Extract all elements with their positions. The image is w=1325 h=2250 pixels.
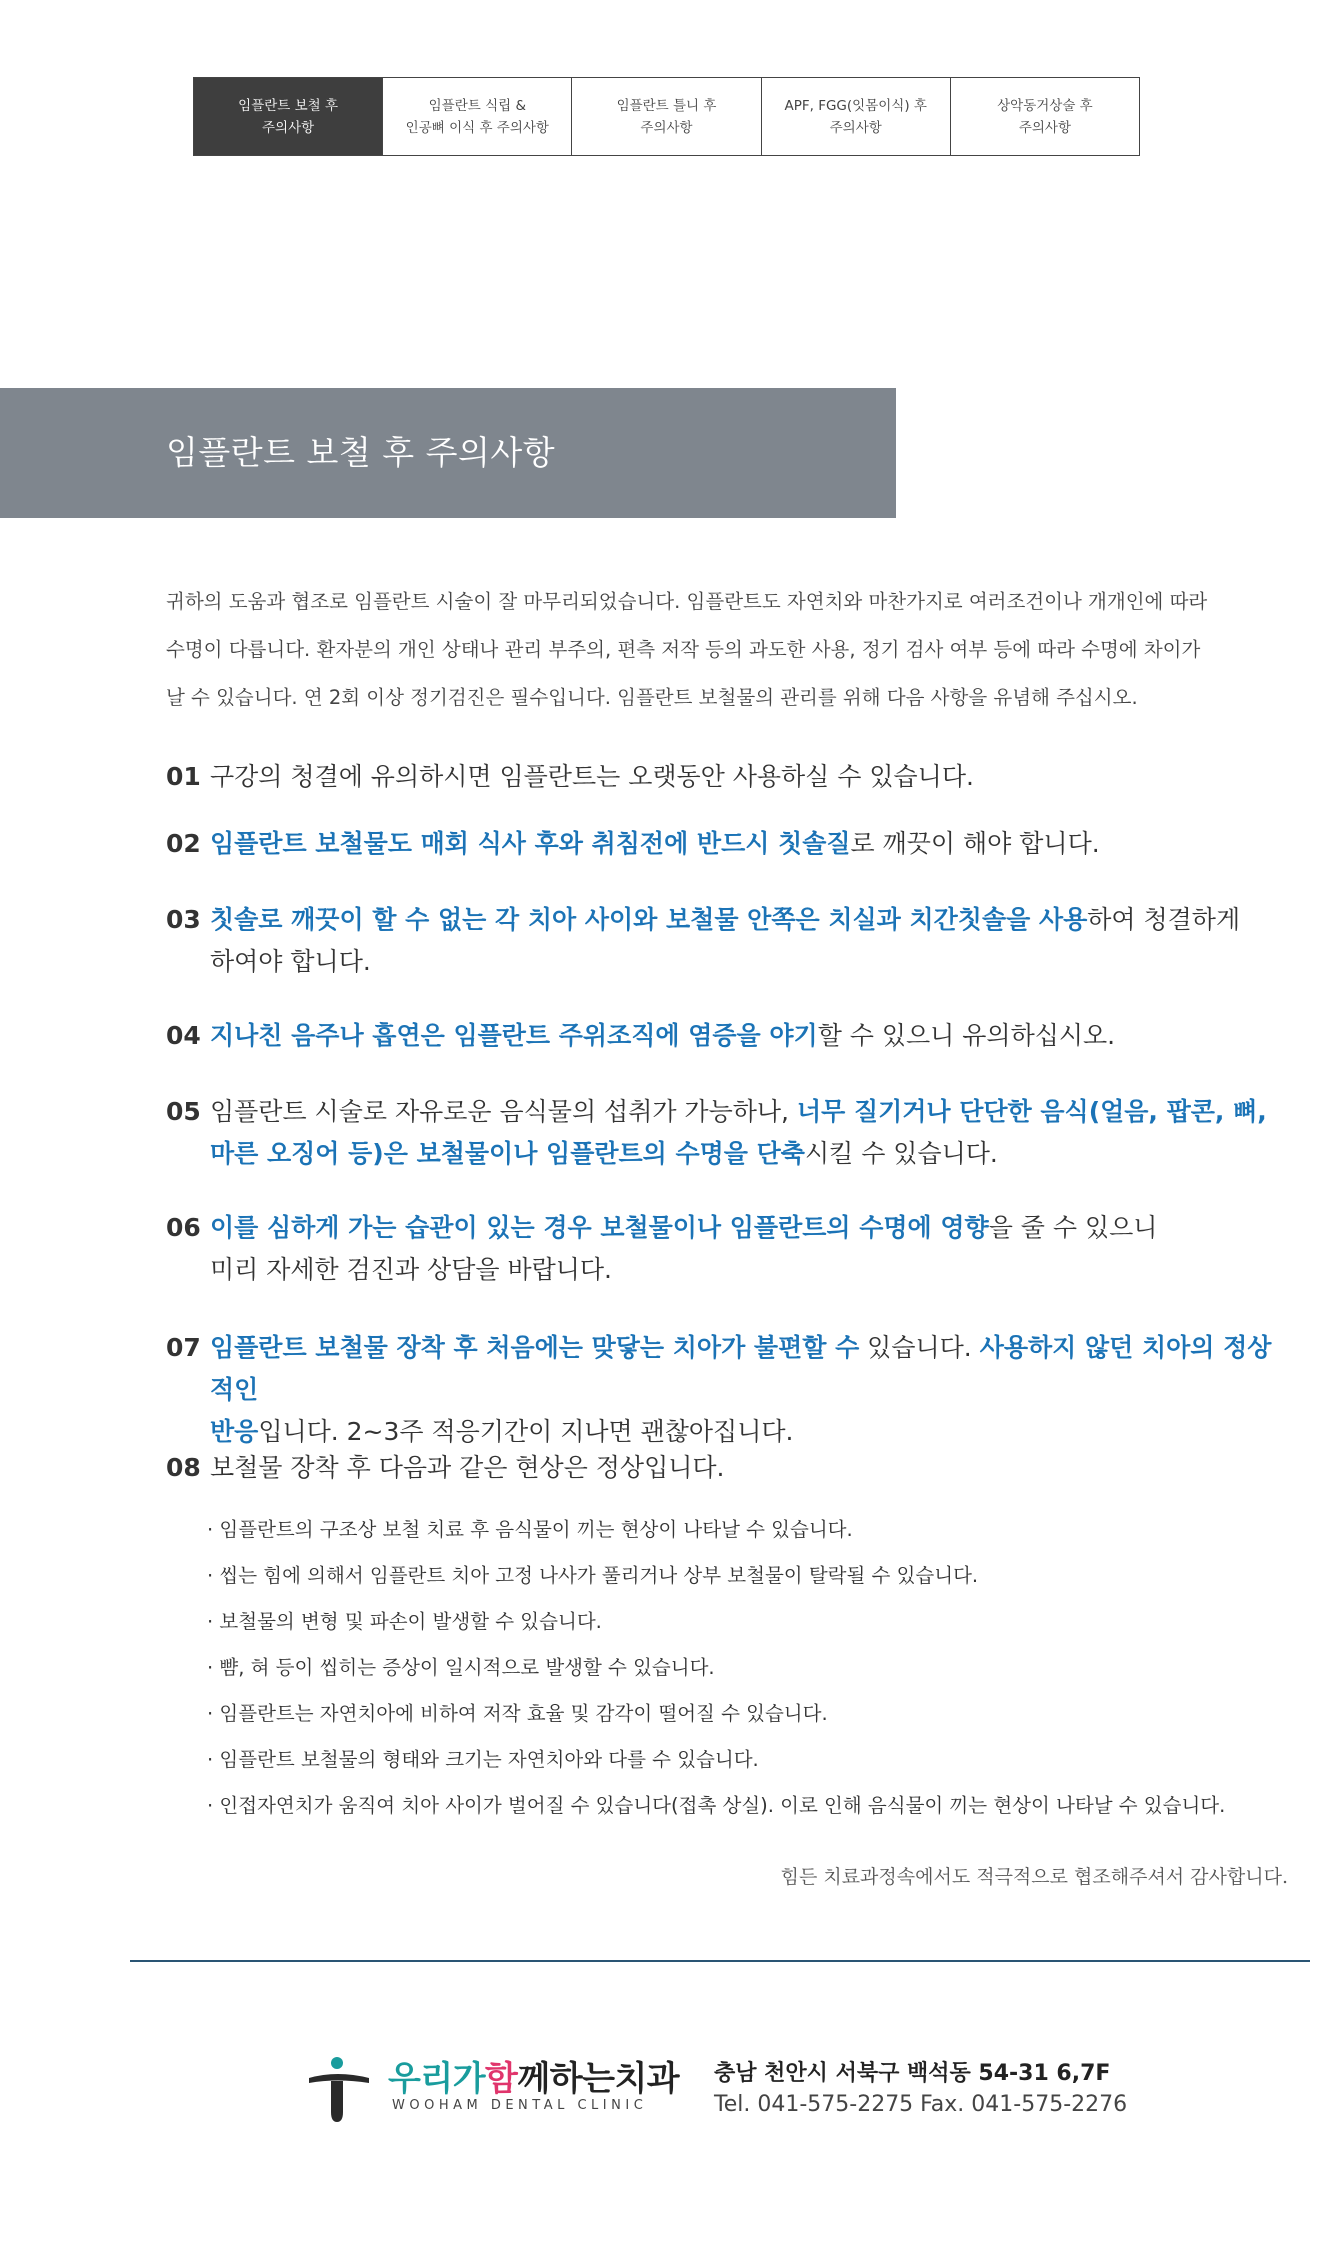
item-number: 07 [166,1333,201,1362]
tab-label-line2: 주의사항 [640,119,693,136]
clinic-name-part: 함 [485,2059,518,2099]
item-text: 을 줄 수 있으니 [988,1213,1158,1242]
list-item [166,756,1286,798]
item-text: 있습니다. [859,1333,980,1362]
bullet-item: · 씹는 힘에 의해서 임플란트 치아 고정 나사가 풀리거나 상부 보철물이 탈락될 수 있습니다. [207,1564,979,1587]
item-text: 미리 자세한 검진과 상담을 바랍니다. [210,1255,612,1284]
item-text: 입니다. 2~3주 적응기간이 지나면 괜찮아집니다. [258,1417,794,1446]
item-text: 임플란트 시술로 자유로운 음식물의 섭취가 가능하나, [210,1097,797,1126]
tab-label-line2: 주의사항 [1018,119,1071,136]
tab-apf-fgg-precautions[interactable] [761,78,950,155]
intro-line: 날 수 있습니다. 연 2회 이상 정기검진은 필수입니다. 임플란트 보철물의 관리를 위해 다음 사항을 유념해 주십시오. [166,686,1138,709]
normal-symptoms-list [207,1507,1307,1829]
item-highlight: 지나친 음주나 흡연은 임플란트 주위조직에 염증을 야기 [210,1021,818,1050]
list-item [166,1091,1286,1175]
item-highlight: 칫솔로 깨끗이 할 수 없는 각 치아 사이와 보철물 안쪽은 치실과 치간칫솔을 사용 [210,905,1088,934]
divider [130,1960,1310,1962]
tab-label-line2: 주의사항 [262,119,315,136]
item-text: 구강의 청결에 유의하시면 임플란트는 오랫동안 사용하실 수 있습니다. [210,762,974,791]
tab-prosthesis-precautions[interactable] [194,78,382,155]
tab-label-line1: 임플란트 식립 & [428,97,526,114]
list-item [166,1207,1286,1291]
tab-implant-bone-graft-precautions[interactable] [382,78,571,155]
clinic-logo-icon [307,2056,377,2126]
clinic-name-part: 우리가 [388,2059,486,2099]
tab-label-line2: 인공뼈 이식 후 주의사항 [405,119,549,136]
clinic-contact: Tel. 041-575-2275 Fax. 041-575-2276 [714,2092,1128,2117]
clinic-name [388,2051,679,2100]
clinic-name-part: 께하는치과 [517,2059,680,2099]
title-band [0,388,896,518]
item-highlight: 반응 [210,1417,259,1446]
clinic-address: 충남 천안시 서북구 백석동 54-31 6,7F [714,2061,1111,2086]
item-highlight: 임플란트 보철물 장착 후 처음에는 맞닿는 치아가 불편할 수 [210,1333,860,1362]
tab-label-line1: 임플란트 보철 후 [238,97,339,114]
tab-sinus-lift-precautions[interactable] [950,78,1139,155]
item-number: 02 [166,829,201,858]
intro-paragraph [166,578,1286,722]
item-number: 04 [166,1021,201,1050]
item-number: 06 [166,1213,201,1242]
item-highlight: 이를 심하게 가는 습관이 있는 경우 보철물이나 임플란트의 수명에 영향 [210,1213,989,1242]
item-highlight: 마른 오징어 등)은 보철물이나 임플란트의 수명을 단축 [210,1139,805,1168]
tab-label-line1: 임플란트 틀니 후 [616,97,717,114]
tab-implant-denture-precautions[interactable] [571,78,760,155]
tab-label-line2: 주의사항 [829,119,882,136]
tab-bar [193,77,1140,156]
list-item [166,899,1286,983]
intro-line: 수명이 다릅니다. 환자분의 개인 상태나 관리 부주의, 편측 저작 등의 과도한 사용, 정기 검사 여부 등에 따라 수명에 차이가 [166,638,1201,661]
item-text: 할 수 있으니 유의하십시오. [817,1021,1116,1050]
intro-line: 귀하의 도움과 협조로 임플란트 시술이 잘 마무리되었습니다. 임플란트도 자연치와 마찬가지로 여러조건이나 개개인에 따라 [166,590,1208,613]
page-title: 임플란트 보철 후 주의사항 [166,433,556,472]
item-text: 하여야 합니다. [210,947,371,976]
item-highlight: 사용하지 않던 치아의 정상적인 [210,1333,1272,1404]
item-text: 시킬 수 있습니다. [804,1139,998,1168]
tab-label-line1: 상악동거상술 후 [997,97,1093,114]
item-number: 05 [166,1097,201,1126]
item-text: 보철물 장착 후 다음과 같은 현상은 정상입니다. [210,1453,725,1482]
bullet-item: · 임플란트의 구조상 보철 치료 후 음식물이 끼는 현상이 나타날 수 있습니다. [207,1518,853,1541]
item-highlight: 너무 질기거나 단단한 음식(얼음, 팝콘, 뼈, [796,1097,1267,1126]
item-text: 로 깨끗이 해야 합니다. [850,829,1100,858]
bullet-item: · 임플란트 보철물의 형태와 크기는 자연치아와 다를 수 있습니다. [207,1748,759,1771]
closing-message: 힘든 치료과정속에서도 적극적으로 협조해주셔서 감사합니다. [780,1866,1288,1888]
list-item [166,1327,1286,1453]
bullet-item: · 보철물의 변형 및 파손이 발생할 수 있습니다. [207,1610,602,1633]
item-number: 08 [166,1453,201,1482]
clinic-name-en: WOOHAM DENTAL CLINIC [392,2098,648,2113]
list-item [166,1447,1286,1489]
list-item [166,1015,1286,1057]
bullet-item: · 뺨, 혀 등이 씹히는 증상이 일시적으로 발생할 수 있습니다. [207,1656,715,1679]
tab-label-line1: APF, FGG(잇몸이식) 후 [784,97,927,114]
item-text: 하여 청결하게 [1087,905,1241,934]
item-highlight: 임플란트 보철물도 매회 식사 후와 취침전에 반드시 칫솔질 [210,829,851,858]
list-item [166,823,1286,865]
item-number: 03 [166,905,201,934]
bullet-item: · 임플란트는 자연치아에 비하여 저작 효율 및 감각이 떨어질 수 있습니다. [207,1702,828,1725]
item-number: 01 [166,762,201,791]
bullet-item: · 인접자연치가 움직여 치아 사이가 벌어질 수 있습니다(접촉 상실). 이로 인해 음식물이 끼는 현상이 나타날 수 있습니다. [207,1794,1226,1817]
